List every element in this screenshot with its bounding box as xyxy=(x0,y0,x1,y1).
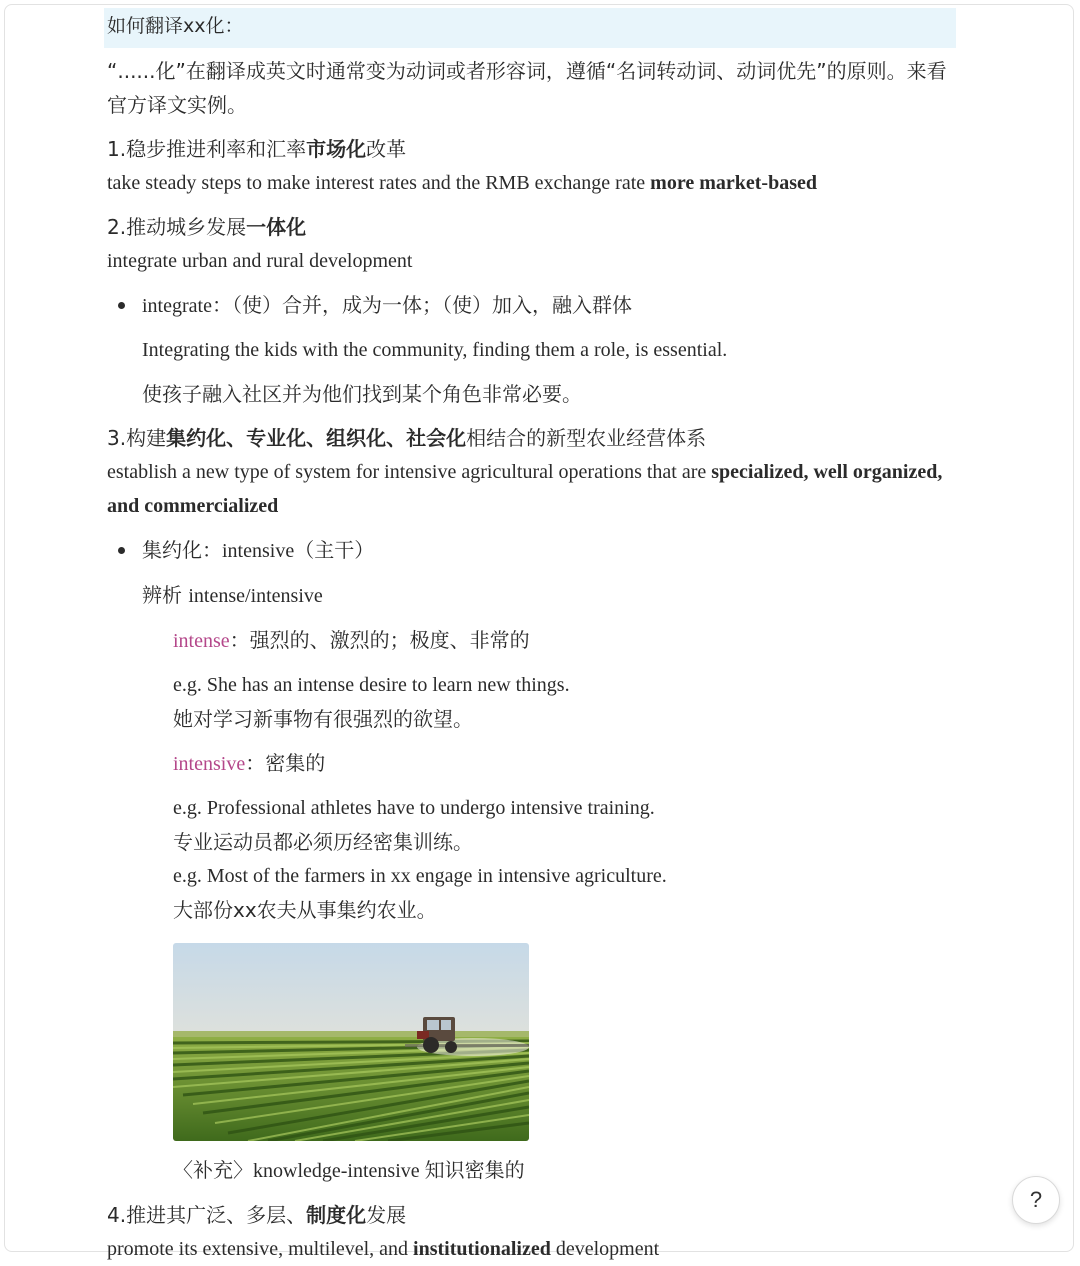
intensive-example1-english: e.g. Professional athletes have to undergo intensive training. xyxy=(173,797,655,819)
item3-analysis: 辨析 intense/intensive xyxy=(142,583,323,607)
intensive-example2-chinese: 大部份xx农夫从事集约农业。 xyxy=(173,898,437,922)
item4-english: promote its extensive, multilevel, and institutionalized development xyxy=(107,1238,660,1260)
bullet-dot-icon xyxy=(118,547,125,554)
intensive-example2-english: e.g. Most of the farmers in xx engage in intensive agriculture. xyxy=(173,865,667,887)
item2-chinese: 2.推动城乡发展一体化 xyxy=(107,215,307,239)
farm-tractor-photo xyxy=(173,943,529,1141)
help-button[interactable]: ? xyxy=(1012,1176,1060,1224)
item4-chinese: 4.推进其广泛、多层、制度化发展 xyxy=(107,1203,407,1227)
item2-example-chinese: 使孩子融入社区并为他们找到某个角色非常必要。 xyxy=(142,382,582,406)
intro-paragraph: “......化”在翻译成英文时通常变为动词或者形容词，遵循“名词转动词、动词优先”的原则。来看官方译文实例。 xyxy=(107,59,947,117)
item3-chinese: 3.构建集约化、专业化、组织化、社会化相结合的新型农业经营体系 xyxy=(107,426,707,450)
intense-definition: intense：强烈的、激烈的；极度、非常的 xyxy=(173,628,530,652)
item2-bullet: integrate：（使）合并，成为一体；（使）加入，融入群体 xyxy=(104,288,956,323)
intense-example-chinese: 她对学习新事物有很强烈的欲望。 xyxy=(173,707,473,731)
bullet-dot-icon xyxy=(118,302,125,309)
image-caption: 〈补充〉knowledge-intensive 知识密集的 xyxy=(173,1158,525,1182)
article-content xyxy=(104,8,956,1266)
item3-bullet: 集约化：intensive（主干） xyxy=(104,533,956,568)
item3-english: establish a new type of system for intensive agricultural operations that are specialized, well organized, and commercialized xyxy=(107,461,943,517)
intense-example-english: e.g. She has an intense desire to learn new things. xyxy=(173,674,570,696)
item1-english: take steady steps to make interest rates and the RMB exchange rate more market-based xyxy=(107,172,817,194)
item1-chinese: 1.稳步推进利率和汇率市场化改革 xyxy=(107,137,407,161)
item2-example-english: Integrating the kids with the community, finding them a role, is essential. xyxy=(142,339,728,361)
intensive-definition: intensive：密集的 xyxy=(173,751,326,775)
item2-english: integrate urban and rural development xyxy=(107,250,413,272)
section-heading: 如何翻译xx化： xyxy=(104,8,956,48)
intensive-example1-chinese: 专业运动员都必须历经密集训练。 xyxy=(173,830,473,854)
